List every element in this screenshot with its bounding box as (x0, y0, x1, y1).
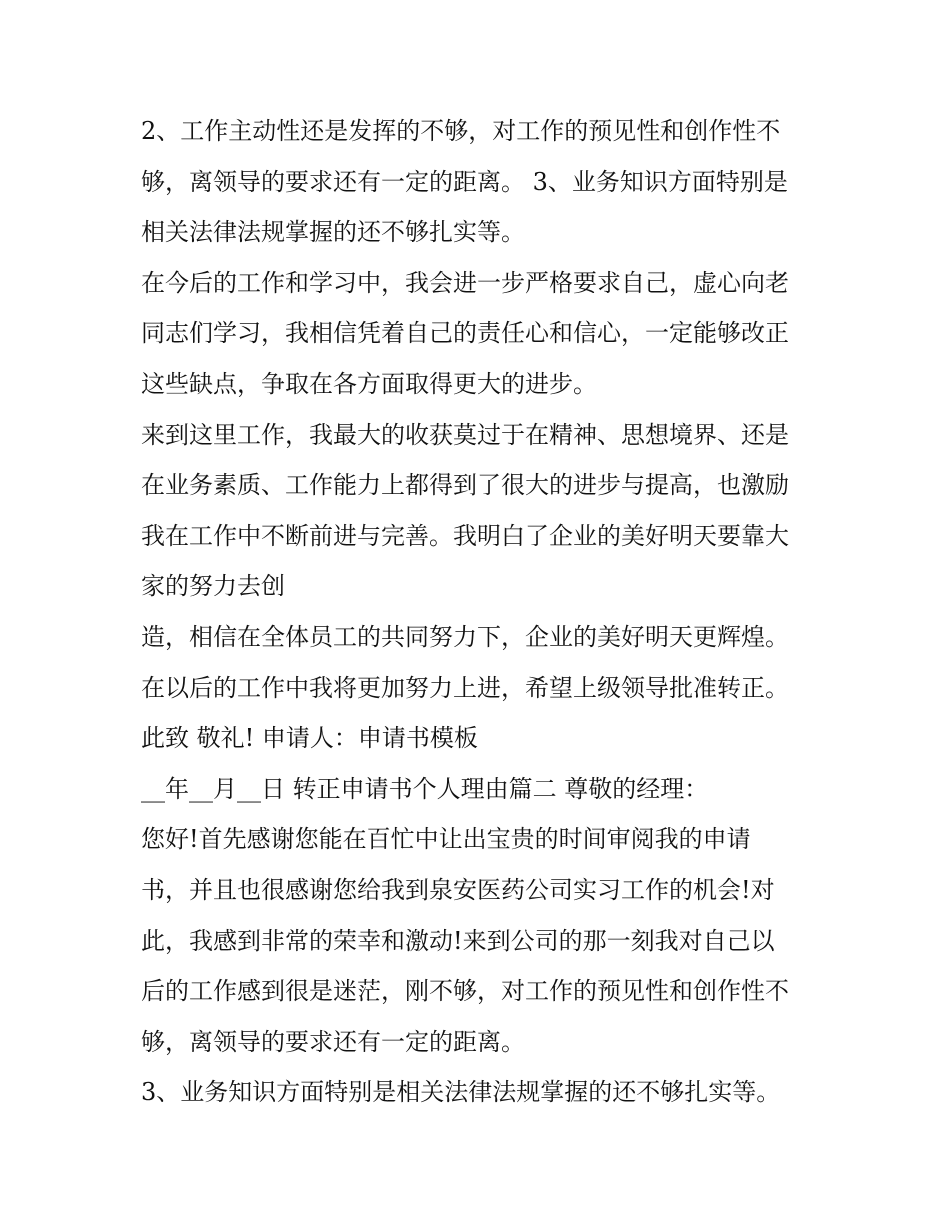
text-line: 相关法律法规掌握的还不够扎实等。 (141, 218, 525, 247)
text-line: 3、业务知识方面特别是相关法律法规掌握的还不够扎实等。 (141, 1078, 781, 1107)
text-line: 够，离领导的要求还有一定的距离。 3、业务知识方面特别是 (141, 167, 788, 196)
text-line: 够，离领导的要求还有一定的距离。 (141, 1027, 525, 1056)
text-line: 2、工作主动性还是发挥的不够，对工作的预见性和创作性不 (141, 117, 781, 145)
text-line: 来到这里工作，我最大的收获莫过于在精神、思想境界、还是 (141, 420, 789, 449)
text-line: 此致 敬礼! 申请人：申请书模板 (141, 724, 478, 753)
text-line: 您好!首先感谢您能在百忙中让出宝贵的时间审阅我的申请 (141, 825, 751, 854)
text-line: 书，并且也很感谢您给我到泉安医药公司实习工作的机会!对 (141, 875, 775, 904)
text-line: 我在工作中不断前进与完善。我明白了企业的美好明天要靠大 (141, 521, 789, 550)
text-line: 后的工作感到很是迷茫，刚不够，对工作的预见性和创作性不 (141, 977, 789, 1006)
text-line: 此，我感到非常的荣幸和激动!来到公司的那一刻我对自己以 (141, 926, 775, 955)
text-line: 家的努力去创 (141, 572, 285, 601)
document-body (141, 106, 821, 1118)
text-line: 在业务素质、工作能力上都得到了很大的进步与提高，也激励 (141, 471, 789, 500)
text-line: 同志们学习，我相信凭着自己的责任心和信心，一定能够改正 (141, 319, 789, 348)
text-line: 在今后的工作和学习中，我会进一步严格要求自己，虚心向老 (141, 268, 789, 297)
text-line: 这些缺点，争取在各方面取得更大的进步。 (141, 369, 597, 398)
text-line: 造，相信在全体员工的共同努力下，企业的美好明天更辉煌。 (141, 622, 789, 651)
text-line: 在以后的工作中我将更加努力上进，希望上级领导批准转正。 (141, 673, 789, 702)
text-line: __年__月__日 转正申请书个人理由篇二 尊敬的经理： (141, 774, 709, 803)
